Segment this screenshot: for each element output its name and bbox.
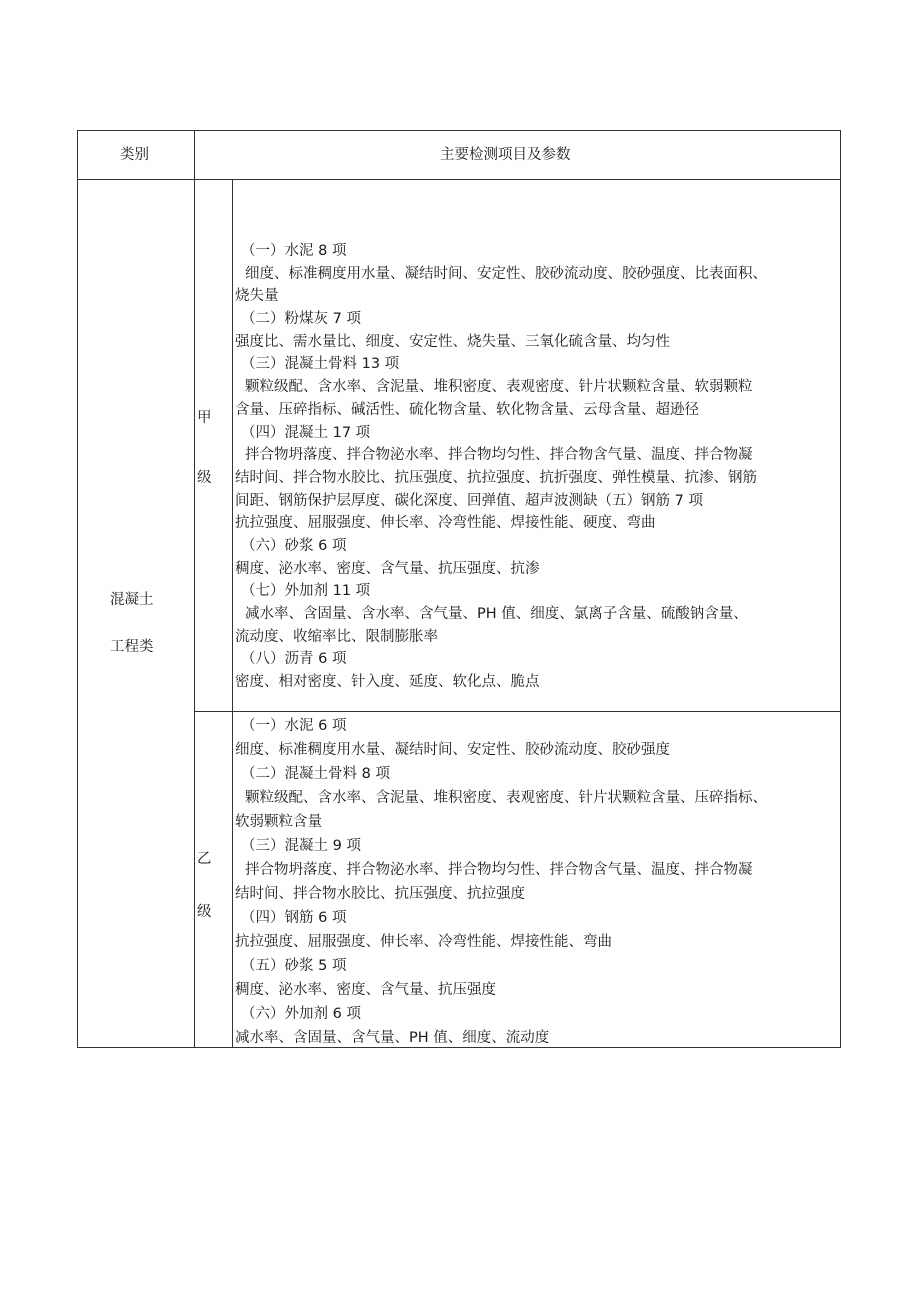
col-divider-grade bbox=[232, 179, 233, 1047]
item-params: 软弱颗粒含量 bbox=[235, 814, 322, 830]
header-main-items: 主要检测项目及参数 bbox=[440, 147, 571, 163]
grade-a-char-1: 甲 bbox=[197, 410, 212, 426]
item-params: 拌合物坍落度、拌合物泌水率、拌合物均匀性、拌合物含气量、温度、拌合物凝 bbox=[245, 862, 753, 878]
item-heading: （三）混凝土骨料 13 项 bbox=[241, 356, 400, 373]
item-params: 强度比、需水量比、细度、安定性、烧失量、三氧化硫含量、均匀性 bbox=[235, 333, 670, 350]
item-heading: （二）混凝土骨料 8 项 bbox=[241, 766, 390, 782]
item-params: 拌合物坍落度、拌合物泌水率、拌合物均匀性、拌合物含气量、温度、拌合物凝 bbox=[245, 447, 753, 464]
grade-b-char-1: 乙 bbox=[197, 851, 212, 867]
item-params: 稠度、泌水率、密度、含气量、抗压强度 bbox=[235, 982, 496, 998]
header-divider bbox=[78, 179, 840, 180]
item-params: 含量、压碎指标、碱活性、硫化物含量、软化物含量、云母含量、超逊径 bbox=[235, 401, 699, 418]
item-heading: （三）混凝土 9 项 bbox=[241, 838, 361, 854]
item-params: 抗拉强度、屈服强度、伸长率、冷弯性能、焊接性能、硬度、弯曲 bbox=[235, 515, 656, 532]
item-params: 结时间、拌合物水胶比、抗压强度、抗拉强度 bbox=[235, 886, 525, 902]
item-params: 细度、标准稠度用水量、凝结时间、安定性、胶砂流动度、胶砂强度、比表面积、 bbox=[245, 265, 767, 282]
grade-a-items bbox=[235, 240, 841, 694]
category-line-2: 工程类 bbox=[110, 639, 154, 655]
item-heading: （七）外加剂 11 项 bbox=[241, 583, 371, 600]
item-params: 减水率、含固量、含水率、含气量、PH 值、细度、氯离子含量、硫酸钠含量、 bbox=[245, 606, 748, 622]
item-params: 结时间、拌合物水胶比、抗压强度、抗拉强度、抗折强度、弹性模量、抗渗、钢筋 bbox=[235, 469, 757, 486]
item-params: 减水率、含固量、含气量、PH 值、细度、流动度 bbox=[235, 1030, 550, 1046]
grade-b-char-2: 级 bbox=[197, 904, 212, 920]
item-params: 颗粒级配、含水率、含泥量、堆积密度、表观密度、针片状颗粒含量、压碎指标、 bbox=[245, 790, 767, 806]
item-heading: （一）水泥 6 项 bbox=[241, 718, 347, 734]
item-heading: （八）沥青 6 项 bbox=[241, 651, 347, 668]
header-category: 类别 bbox=[120, 147, 149, 163]
item-params: 抗拉强度、屈服强度、伸长率、冷弯性能、焊接性能、弯曲 bbox=[235, 934, 612, 950]
item-params: 流动度、收缩率比、限制膨胀率 bbox=[235, 628, 438, 645]
item-params: 密度、相对密度、针入度、延度、软化点、脆点 bbox=[235, 674, 540, 691]
item-params: 颗粒级配、含水率、含泥量、堆积密度、表观密度、针片状颗粒含量、软弱颗粒 bbox=[245, 379, 753, 396]
inspection-table bbox=[77, 130, 841, 1048]
item-heading: （六）砂浆 6 项 bbox=[241, 537, 347, 554]
item-heading: （一）水泥 8 项 bbox=[241, 243, 347, 259]
item-params: 稠度、泌水率、密度、含气量、抗压强度、抗渗 bbox=[235, 560, 540, 577]
item-params: 烧失量 bbox=[235, 288, 279, 305]
grade-a-char-2: 级 bbox=[197, 470, 212, 486]
category-line-1: 混凝土 bbox=[110, 592, 154, 608]
col-divider-category bbox=[194, 131, 195, 1047]
item-heading: （四）钢筋 6 项 bbox=[241, 910, 347, 926]
item-heading: （五）砂浆 5 项 bbox=[241, 958, 347, 974]
item-params: 细度、标准稠度用水量、凝结时间、安定性、胶砂流动度、胶砂强度 bbox=[235, 742, 670, 758]
item-params: 间距、钢筋保护层厚度、碳化深度、回弹值、超声波测缺（五）钢筋 7 项 bbox=[235, 492, 703, 509]
item-heading: （四）混凝土 17 项 bbox=[241, 424, 371, 441]
item-heading: （二）粉煤灰 7 项 bbox=[241, 311, 361, 328]
grade-b-items bbox=[235, 714, 841, 1050]
grade-divider bbox=[194, 711, 840, 712]
item-heading: （六）外加剂 6 项 bbox=[241, 1006, 361, 1022]
